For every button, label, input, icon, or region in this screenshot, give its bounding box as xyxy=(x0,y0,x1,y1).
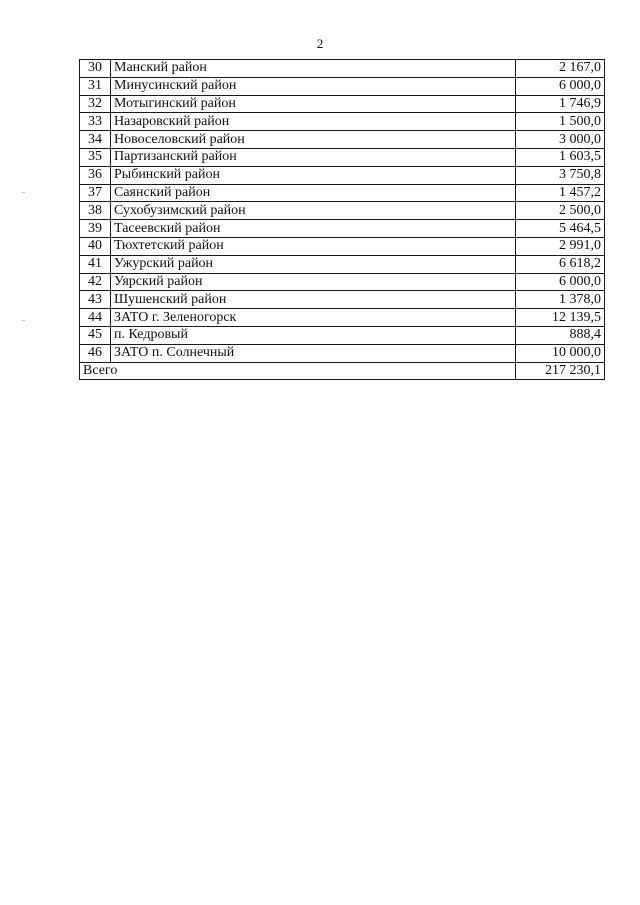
row-number: 33 xyxy=(80,113,111,131)
margin-mark xyxy=(22,320,25,321)
district-name: Тюхтетский район xyxy=(111,237,516,255)
table-row xyxy=(80,148,605,166)
row-number: 41 xyxy=(80,255,111,273)
table-row xyxy=(80,255,605,273)
table-row xyxy=(80,113,605,131)
table-row xyxy=(80,309,605,327)
amount: 2 991,0 xyxy=(516,237,605,255)
row-number: 34 xyxy=(80,131,111,149)
district-name: Шушенский район xyxy=(111,291,516,309)
table-row xyxy=(80,344,605,362)
district-name: Уярский район xyxy=(111,273,516,291)
amount: 1 378,0 xyxy=(516,291,605,309)
district-name: Минусинский район xyxy=(111,77,516,95)
amount: 10 000,0 xyxy=(516,344,605,362)
amount: 1 500,0 xyxy=(516,113,605,131)
amount: 1 603,5 xyxy=(516,148,605,166)
amount: 12 139,5 xyxy=(516,309,605,327)
table-row xyxy=(80,95,605,113)
amount: 2 167,0 xyxy=(516,60,605,78)
table-row xyxy=(80,166,605,184)
row-number: 37 xyxy=(80,184,111,202)
row-number: 36 xyxy=(80,166,111,184)
amount: 3 000,0 xyxy=(516,131,605,149)
amount: 5 464,5 xyxy=(516,220,605,238)
table-row xyxy=(80,273,605,291)
row-number: 42 xyxy=(80,273,111,291)
amount: 888,4 xyxy=(516,326,605,344)
district-name: Тасеевский район xyxy=(111,220,516,238)
margin-mark xyxy=(22,192,25,193)
district-name: Мотыгинский район xyxy=(111,95,516,113)
row-number: 38 xyxy=(80,202,111,220)
total-row xyxy=(80,362,605,380)
amount: 2 500,0 xyxy=(516,202,605,220)
allocation-table xyxy=(79,59,605,380)
district-name: Саянский район xyxy=(111,184,516,202)
district-name: Ужурский район xyxy=(111,255,516,273)
table-row xyxy=(80,220,605,238)
district-name: Назаровский район xyxy=(111,113,516,131)
amount: 1 746,9 xyxy=(516,95,605,113)
district-name: Новоселовский район xyxy=(111,131,516,149)
page-number: 2 xyxy=(316,36,324,51)
amount: 6 000,0 xyxy=(516,273,605,291)
table-row xyxy=(80,77,605,95)
row-number: 30 xyxy=(80,60,111,78)
table-row xyxy=(80,60,605,78)
row-number: 32 xyxy=(80,95,111,113)
row-number: 35 xyxy=(80,148,111,166)
district-name: Манский район xyxy=(111,60,516,78)
district-name: п. Кедровый xyxy=(111,326,516,344)
district-name: Сухобузимский район xyxy=(111,202,516,220)
table-row xyxy=(80,237,605,255)
amount: 6 618,2 xyxy=(516,255,605,273)
district-name: ЗАТО г. Зеленогорск xyxy=(111,309,516,327)
row-number: 39 xyxy=(80,220,111,238)
total-label: Всего xyxy=(80,362,516,380)
row-number: 45 xyxy=(80,326,111,344)
row-number: 46 xyxy=(80,344,111,362)
amount: 6 000,0 xyxy=(516,77,605,95)
total-amount: 217 230,1 xyxy=(516,362,605,380)
table-row xyxy=(80,291,605,309)
table-row xyxy=(80,202,605,220)
row-number: 43 xyxy=(80,291,111,309)
table-row xyxy=(80,184,605,202)
row-number: 31 xyxy=(80,77,111,95)
district-name: ЗАТО п. Солнечный xyxy=(111,344,516,362)
table-row xyxy=(80,326,605,344)
row-number: 44 xyxy=(80,309,111,327)
amount: 1 457,2 xyxy=(516,184,605,202)
allocation-table-body xyxy=(80,60,605,380)
district-name: Рыбинский район xyxy=(111,166,516,184)
table-row xyxy=(80,131,605,149)
amount: 3 750,8 xyxy=(516,166,605,184)
district-name: Партизанский район xyxy=(111,148,516,166)
row-number: 40 xyxy=(80,237,111,255)
